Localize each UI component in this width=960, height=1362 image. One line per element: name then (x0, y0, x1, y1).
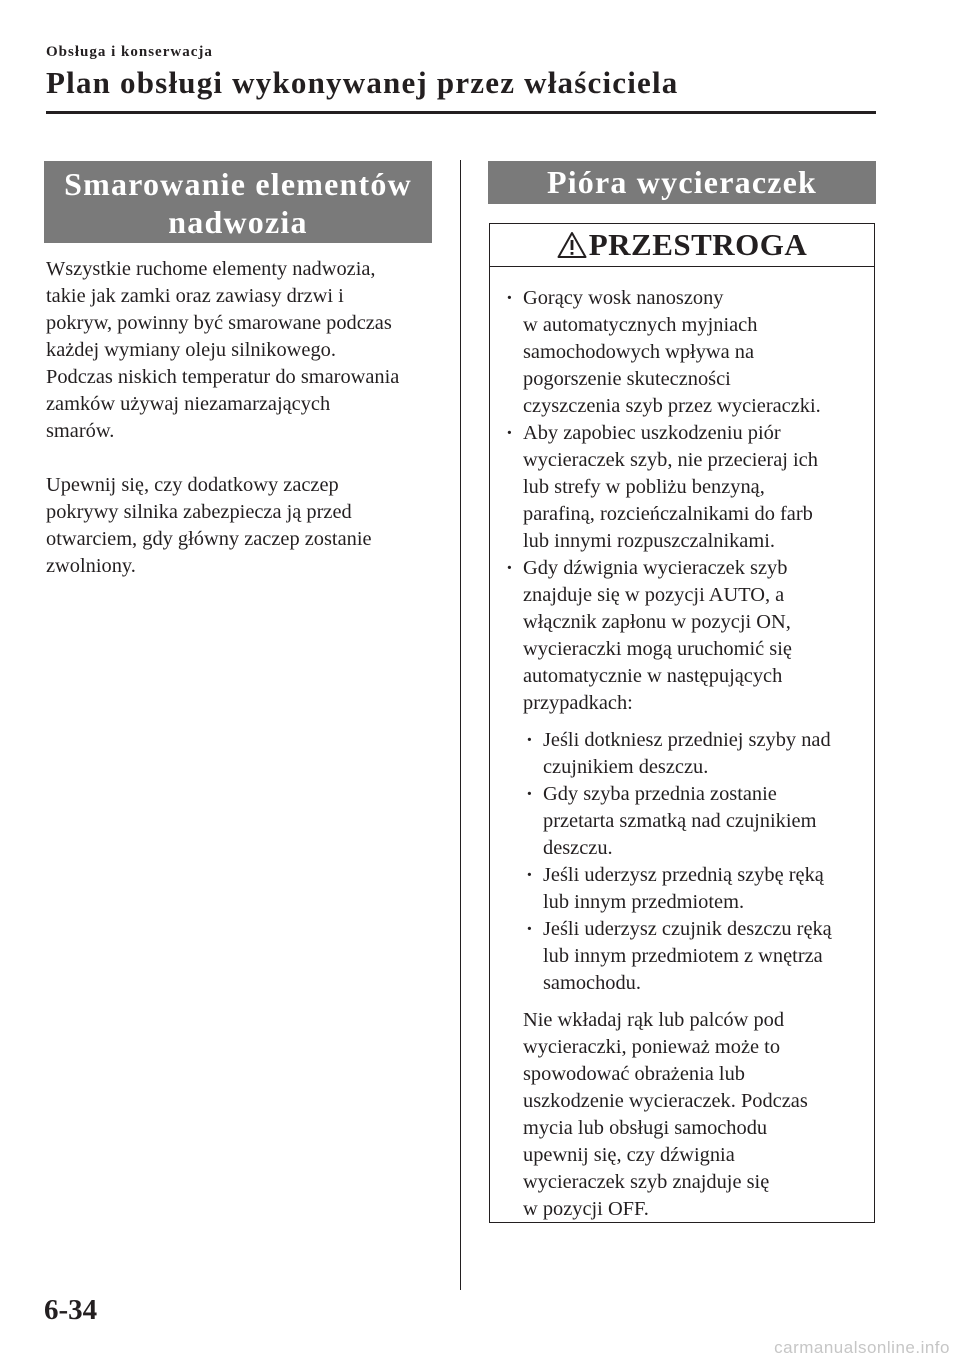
caution-item (506, 420, 864, 555)
text-line: spowodować obrażenia lub (523, 1063, 745, 1085)
watermark: carmanualsonline.info (774, 1338, 950, 1357)
heading-line-2: nadwozia (168, 204, 308, 240)
caution-box (489, 223, 875, 1223)
caution-title: PRZESTROGA (588, 227, 808, 262)
text-line: lub innymi rozpuszczalnikami. (523, 530, 775, 552)
text-line: lub innym przedmiotem. (543, 891, 745, 913)
text-line: smarów. (46, 420, 115, 442)
caution-note (506, 1007, 864, 1223)
text-line: Aby zapobiec uszkodzeniu piór (523, 422, 781, 444)
text-line: automatycznie w następujących (523, 665, 783, 687)
text-line: samochodu. (543, 972, 641, 994)
text-line: mycia lub obsługi samochodu (523, 1117, 768, 1139)
section-label: Obsługa i konserwacja (46, 44, 213, 60)
text-line: lub innym przedmiotem z wnętrza (543, 945, 823, 967)
paragraph-hood-latch (46, 472, 438, 580)
header-divider (46, 111, 876, 114)
text-line: znajduje się w pozycji AUTO, a (523, 584, 785, 606)
text-line: zamków używaj niezamarzających (46, 393, 331, 415)
caution-item (506, 555, 864, 717)
text-line: Jeśli dotkniesz przedniej szyby nad (543, 729, 831, 751)
caution-sub-list (506, 727, 864, 997)
text-line: w automatycznych myjniach (523, 314, 758, 336)
text-line: zwolniony. (46, 555, 136, 577)
caution-item (506, 285, 864, 420)
text-line: Upewnij się, czy dodatkowy zaczep (46, 474, 339, 496)
text-line: czyszczenia szyb przez wycieraczki. (523, 395, 821, 417)
text-line: otwarciem, gdy główny zaczep zostanie (46, 528, 372, 550)
section-heading-wiper-blades: Pióra wycieraczek (488, 161, 876, 204)
page-header (46, 44, 876, 101)
text-line: Wszystkie ruchome elementy nadwozia, (46, 258, 376, 280)
paragraph-lubrication (46, 256, 438, 445)
lubrication-text (46, 256, 438, 607)
text-line: w pozycji OFF. (523, 1198, 649, 1220)
text-line: Gorący wosk nanoszony (523, 287, 724, 309)
text-line: Jeśli uderzysz przednią szybę ręką (543, 864, 824, 886)
text-line: upewnij się, czy dźwignia (523, 1144, 735, 1166)
caution-sub-item (526, 862, 864, 916)
caution-sub-item (526, 916, 864, 997)
text-line: Gdy dźwignia wycieraczek szyb (523, 557, 788, 579)
text-line: pokrywy silnika zabezpiecza ją przed (46, 501, 352, 523)
text-line: czujnikiem deszczu. (543, 756, 709, 778)
page-number: 6-34 (44, 1294, 98, 1326)
text-line: samochodowych wpływa na (523, 341, 755, 363)
caution-sub-item (526, 781, 864, 862)
text-line: pogorszenie skuteczności (523, 368, 731, 390)
caution-sub-item (526, 727, 864, 781)
warning-triangle-icon (557, 231, 587, 259)
caution-header (490, 224, 874, 267)
text-line: Jeśli uderzysz czujnik deszczu ręką (543, 918, 832, 940)
text-line: wycieraczek szyb, nie przecieraj ich (523, 449, 818, 471)
page-title: Plan obsługi wykonywanej przez właściciela (46, 65, 679, 100)
text-line: pokryw, powinny być smarowane podczas (46, 312, 392, 334)
text-line: takie jak zamki oraz zawiasy drzwi i (46, 285, 344, 307)
text-line: uszkodzenie wycieraczek. Podczas (523, 1090, 808, 1112)
text-line: włącznik zapłonu w pozycji ON, (523, 611, 791, 633)
text-line: wycieraczki mogą uruchomić się (523, 638, 792, 660)
heading-line-1: Smarowanie elementów (64, 166, 412, 202)
text-line: przypadkach: (523, 692, 633, 714)
column-divider (460, 160, 461, 1290)
text-line: Nie wkładaj rąk lub palców pod (523, 1009, 785, 1031)
text-line: parafiną, rozcieńczalnikami do farb (523, 503, 813, 525)
text-line: wycieraczki, ponieważ może to (523, 1036, 781, 1058)
caution-body (490, 267, 874, 1223)
text-line: przetarta szmatką nad czujnikiem (543, 810, 817, 832)
text-line: Podczas niskich temperatur do smarowania (46, 366, 400, 388)
text-line: deszczu. (543, 837, 613, 859)
text-line: każdej wymiany oleju silnikowego. (46, 339, 336, 361)
text-line: wycieraczek szyb znajduje się (523, 1171, 770, 1193)
section-heading-lubrication (44, 161, 432, 243)
text-line: Gdy szyba przednia zostanie (543, 783, 777, 805)
text-line: lub strefy w pobliżu benzyną, (523, 476, 765, 498)
